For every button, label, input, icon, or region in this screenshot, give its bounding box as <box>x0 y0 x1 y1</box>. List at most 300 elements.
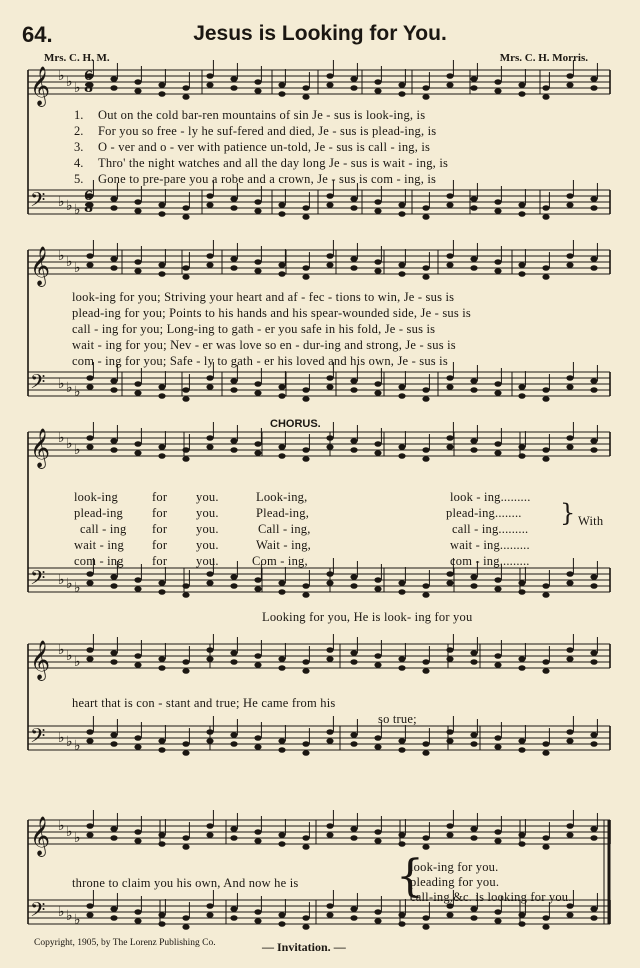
note-head <box>422 835 429 841</box>
note-head <box>374 829 381 835</box>
note-head <box>518 747 525 753</box>
lyric-word: wait - ing <box>74 538 124 552</box>
time-signature: 8 <box>84 201 94 216</box>
note-head <box>398 665 405 671</box>
note-head <box>134 586 141 592</box>
note-head <box>254 259 261 265</box>
note-head <box>590 835 597 841</box>
note-head <box>182 85 189 91</box>
note-head <box>254 918 261 924</box>
lyric-word: call - ing......... <box>452 522 529 536</box>
note-head <box>398 262 405 268</box>
note-head <box>206 384 213 390</box>
note-head <box>374 208 381 214</box>
note-head <box>134 838 141 844</box>
note-head <box>278 921 285 927</box>
note-head <box>182 396 189 402</box>
verse-number: 5. <box>74 172 84 186</box>
note-head <box>182 94 189 100</box>
flat-icon: ♭ <box>66 254 73 270</box>
note-head <box>470 732 477 738</box>
flat-icon: ♭ <box>58 730 65 746</box>
note-head <box>470 85 477 91</box>
note-head <box>350 583 357 589</box>
note-head <box>446 656 453 662</box>
treble-clef-icon: 𝄞 <box>30 246 51 286</box>
note-head <box>206 832 213 838</box>
note-head <box>206 193 213 199</box>
hymn-title: Jesus is Looking for You. <box>193 22 447 45</box>
note-head <box>470 438 477 444</box>
note-head <box>398 444 405 450</box>
note-head <box>134 381 141 387</box>
note-head <box>182 274 189 280</box>
note-head <box>446 580 453 586</box>
note-head <box>518 453 525 459</box>
flat-icon: ♭ <box>74 580 81 596</box>
note-head <box>470 583 477 589</box>
note-head <box>590 438 597 444</box>
note-head <box>398 832 405 838</box>
note-head <box>398 656 405 662</box>
note-head <box>326 444 333 450</box>
note-head <box>326 729 333 735</box>
note-head <box>446 832 453 838</box>
note-head <box>86 253 93 259</box>
note-head <box>326 82 333 88</box>
note-head <box>254 390 261 396</box>
note-head <box>374 390 381 396</box>
note-head <box>326 832 333 838</box>
lyric-word: for <box>152 522 168 536</box>
note-head <box>566 384 573 390</box>
note-head <box>350 447 357 453</box>
treble-clef-icon: 𝄞 <box>30 640 51 680</box>
note-head <box>110 378 117 384</box>
note-head <box>134 208 141 214</box>
topic-text: Invitation. <box>277 940 331 954</box>
bracket-lyric: look-ing for you. <box>410 860 499 874</box>
note-head <box>134 450 141 456</box>
note-head <box>302 265 309 271</box>
note-head <box>398 747 405 753</box>
note-head <box>206 375 213 381</box>
note-head <box>278 841 285 847</box>
note-head <box>206 571 213 577</box>
flat-icon: ♭ <box>74 654 81 670</box>
note-head <box>494 208 501 214</box>
note-head <box>374 79 381 85</box>
note-head <box>182 583 189 589</box>
note-head <box>566 738 573 744</box>
note-head <box>374 199 381 205</box>
note-head <box>230 741 237 747</box>
note-head <box>86 823 93 829</box>
note-head <box>566 832 573 838</box>
note-head <box>278 832 285 838</box>
note-head <box>182 668 189 674</box>
note-head <box>470 256 477 262</box>
note-head <box>302 456 309 462</box>
note-head <box>110 826 117 832</box>
note-head <box>158 91 165 97</box>
note-head <box>158 589 165 595</box>
note-head <box>278 580 285 586</box>
lyric-word: for <box>152 554 168 568</box>
note-head <box>302 915 309 921</box>
note-head <box>86 444 93 450</box>
note-head <box>110 906 117 912</box>
note-head <box>422 583 429 589</box>
flat-icon: ♭ <box>66 74 73 90</box>
lyric-word: Com - ing, <box>252 554 308 568</box>
note-head <box>518 580 525 586</box>
note-head <box>158 921 165 927</box>
note-head <box>206 580 213 586</box>
note-head <box>254 441 261 447</box>
note-head <box>230 265 237 271</box>
treble-clef-icon: 𝄞 <box>30 66 51 106</box>
note-head <box>110 447 117 453</box>
note-head <box>350 205 357 211</box>
bass-clef-icon: 𝄢 <box>30 188 46 216</box>
note-head <box>230 906 237 912</box>
words-credit: Mrs. C. H. M. <box>44 52 110 64</box>
note-head <box>278 271 285 277</box>
lyric-word: you. <box>196 506 219 520</box>
note-head <box>110 196 117 202</box>
note-head <box>518 211 525 217</box>
note-head <box>446 738 453 744</box>
note-head <box>278 82 285 88</box>
note-head <box>302 583 309 589</box>
note-head <box>158 271 165 277</box>
note-head <box>254 829 261 835</box>
note-head <box>518 738 525 744</box>
note-head <box>158 393 165 399</box>
note-head <box>470 650 477 656</box>
note-head <box>230 447 237 453</box>
note-head <box>494 259 501 265</box>
note-head <box>278 384 285 390</box>
flat-icon: ♭ <box>66 576 73 592</box>
note-head <box>278 747 285 753</box>
lyric-word: com - ing......... <box>450 554 530 568</box>
note-head <box>110 265 117 271</box>
note-head <box>518 589 525 595</box>
note-head <box>206 823 213 829</box>
note-head <box>590 906 597 912</box>
lyric-word: you. <box>196 538 219 552</box>
note-head <box>422 915 429 921</box>
note-head <box>398 393 405 399</box>
note-head <box>446 253 453 259</box>
note-head <box>158 453 165 459</box>
note-head <box>230 387 237 393</box>
note-head <box>110 85 117 91</box>
note-head <box>326 73 333 79</box>
note-head <box>470 205 477 211</box>
note-head <box>566 444 573 450</box>
note-head <box>470 265 477 271</box>
note-head <box>206 656 213 662</box>
bracket-lyric: call-ing,&c. is looking for you. <box>410 890 572 904</box>
note-head <box>542 668 549 674</box>
note-head <box>542 659 549 665</box>
lyric-line: Thro' the night watches and all the day long Je - sus is wait - ing, is <box>98 156 449 170</box>
note-head <box>542 456 549 462</box>
note-head <box>422 741 429 747</box>
lyric-line: plead-ing for you; Points to his hands and his spear-wounded side, Je - sus is <box>72 306 471 320</box>
note-head <box>566 193 573 199</box>
note-head <box>446 912 453 918</box>
note-head <box>374 450 381 456</box>
note-head <box>542 447 549 453</box>
note-head <box>206 444 213 450</box>
note-head <box>350 387 357 393</box>
note-head <box>374 268 381 274</box>
note-head <box>158 444 165 450</box>
note-head <box>494 577 501 583</box>
lyric-line: O - ver and o - ver with patience un-told, Je - sus is call - ing, is <box>98 140 431 154</box>
note-head <box>518 271 525 277</box>
note-head <box>158 665 165 671</box>
note-head <box>422 274 429 280</box>
flat-icon: ♭ <box>58 904 65 920</box>
left-brace: { <box>396 851 424 902</box>
note-head <box>182 835 189 841</box>
note-head <box>590 574 597 580</box>
note-head <box>110 205 117 211</box>
note-head <box>422 447 429 453</box>
note-head <box>350 256 357 262</box>
note-head <box>494 381 501 387</box>
note-head <box>350 835 357 841</box>
lyric-word: plead-ing........ <box>446 506 522 520</box>
note-head <box>590 196 597 202</box>
bass-clef-icon: 𝄢 <box>30 370 46 398</box>
note-head <box>206 738 213 744</box>
note-head <box>278 656 285 662</box>
note-head <box>302 447 309 453</box>
note-head <box>590 732 597 738</box>
chorus-side-word: With <box>578 514 604 528</box>
lyric-word: call - ing <box>80 522 127 536</box>
note-head <box>278 912 285 918</box>
note-head <box>302 85 309 91</box>
note-head <box>110 659 117 665</box>
note-head <box>254 88 261 94</box>
note-head <box>374 662 381 668</box>
note-head <box>398 202 405 208</box>
note-head <box>350 732 357 738</box>
note-head <box>566 82 573 88</box>
note-head <box>422 387 429 393</box>
note-head <box>542 94 549 100</box>
note-head <box>182 205 189 211</box>
verse-number: 1. <box>74 108 84 122</box>
note-head <box>230 732 237 738</box>
lyric-word: for <box>152 506 168 520</box>
note-head <box>542 396 549 402</box>
note-head <box>86 729 93 735</box>
note-head <box>134 735 141 741</box>
note-head <box>470 387 477 393</box>
note-head <box>158 384 165 390</box>
lyric-line: Out on the cold bar-ren mountains of sin Je - sus is look-ing, is <box>98 108 426 122</box>
note-head <box>518 384 525 390</box>
note-head <box>230 915 237 921</box>
flat-icon: ♭ <box>58 430 65 446</box>
note-head <box>422 668 429 674</box>
note-head <box>422 924 429 930</box>
note-head <box>230 256 237 262</box>
note-head <box>302 205 309 211</box>
music-credit: Mrs. C. H. Morris. <box>499 52 588 64</box>
lyric-word: look-ing <box>74 490 118 504</box>
note-head <box>422 85 429 91</box>
note-head <box>86 435 93 441</box>
note-head <box>206 202 213 208</box>
note-head <box>134 909 141 915</box>
note-head <box>110 583 117 589</box>
flat-icon: ♭ <box>66 734 73 750</box>
bass-lyric-line: Looking for you, He is look- ing for you <box>262 610 473 624</box>
note-head <box>398 384 405 390</box>
note-head <box>86 903 93 909</box>
note-head <box>230 85 237 91</box>
note-head <box>278 91 285 97</box>
note-head <box>206 73 213 79</box>
note-head <box>470 906 477 912</box>
note-head <box>566 202 573 208</box>
note-head <box>398 912 405 918</box>
note-head <box>206 912 213 918</box>
note-head <box>494 744 501 750</box>
flat-icon: ♭ <box>66 824 73 840</box>
note-head <box>542 205 549 211</box>
note-head <box>470 659 477 665</box>
note-head <box>398 580 405 586</box>
lyric-line: look-ing for you; Striving your heart and af - fec - tions to win, Je - sus is <box>72 290 455 304</box>
note-head <box>110 915 117 921</box>
note-head <box>398 271 405 277</box>
lyric-word: Look-ing, <box>256 490 308 504</box>
note-head <box>566 647 573 653</box>
note-head <box>566 375 573 381</box>
note-head <box>182 214 189 220</box>
note-head <box>254 79 261 85</box>
time-signature: 8 <box>84 81 94 96</box>
note-head <box>206 82 213 88</box>
note-head <box>518 91 525 97</box>
note-head <box>494 662 501 668</box>
lyric-line: com - ing for you; Safe - ly to gath - er his loved and his own, Je - sus is <box>72 354 448 368</box>
note-head <box>374 586 381 592</box>
note-head <box>326 202 333 208</box>
note-head <box>158 656 165 662</box>
note-head <box>566 262 573 268</box>
note-head <box>350 659 357 665</box>
topic-label: — Invitation. — <box>262 940 346 954</box>
note-head <box>278 738 285 744</box>
note-head <box>254 450 261 456</box>
note-head <box>494 79 501 85</box>
lyric-line: Gone to pre-pare you a robe and a crown, Je - sus is com - ing, is <box>98 172 437 186</box>
flat-icon: ♭ <box>74 384 81 400</box>
note-head <box>494 268 501 274</box>
note-head <box>470 915 477 921</box>
note-head <box>350 915 357 921</box>
note-head <box>86 912 93 918</box>
note-head <box>326 647 333 653</box>
lyric-word: wait - ing......... <box>450 538 530 552</box>
note-head <box>134 653 141 659</box>
flat-icon: ♭ <box>74 80 81 96</box>
note-head <box>134 268 141 274</box>
lyric-line: throne to claim you his own, And now he is <box>72 876 299 890</box>
copyright-notice: Copyright, 1905, by The Lorenz Publishing Co. <box>34 938 216 948</box>
chorus-label: CHORUS. <box>270 418 321 430</box>
note-head <box>182 844 189 850</box>
note-head <box>86 262 93 268</box>
note-head <box>206 729 213 735</box>
note-head <box>278 453 285 459</box>
note-head <box>446 193 453 199</box>
note-head <box>182 456 189 462</box>
note-head <box>470 196 477 202</box>
note-head <box>470 826 477 832</box>
note-head <box>542 265 549 271</box>
flat-icon: ♭ <box>74 830 81 846</box>
note-head <box>518 393 525 399</box>
note-head <box>254 268 261 274</box>
note-head <box>134 577 141 583</box>
note-head <box>254 381 261 387</box>
note-head <box>206 253 213 259</box>
note-head <box>182 924 189 930</box>
note-head <box>518 841 525 847</box>
note-head <box>398 91 405 97</box>
note-head <box>494 390 501 396</box>
lyric-word: Plead-ing, <box>256 506 310 520</box>
flat-icon: ♭ <box>58 68 65 84</box>
note-head <box>566 580 573 586</box>
note-head <box>254 199 261 205</box>
note-head <box>374 441 381 447</box>
note-head <box>590 650 597 656</box>
note-head <box>230 205 237 211</box>
note-head <box>566 73 573 79</box>
note-head <box>494 88 501 94</box>
note-head <box>470 741 477 747</box>
note-head <box>518 656 525 662</box>
note-head <box>350 741 357 747</box>
note-head <box>158 747 165 753</box>
note-head <box>206 435 213 441</box>
note-head <box>470 835 477 841</box>
note-head <box>590 387 597 393</box>
note-head <box>86 571 93 577</box>
note-head <box>302 924 309 930</box>
note-head <box>230 650 237 656</box>
note-head <box>158 841 165 847</box>
note-head <box>158 82 165 88</box>
note-head <box>254 586 261 592</box>
flat-icon: ♭ <box>74 260 81 276</box>
note-head <box>398 589 405 595</box>
note-head <box>182 741 189 747</box>
